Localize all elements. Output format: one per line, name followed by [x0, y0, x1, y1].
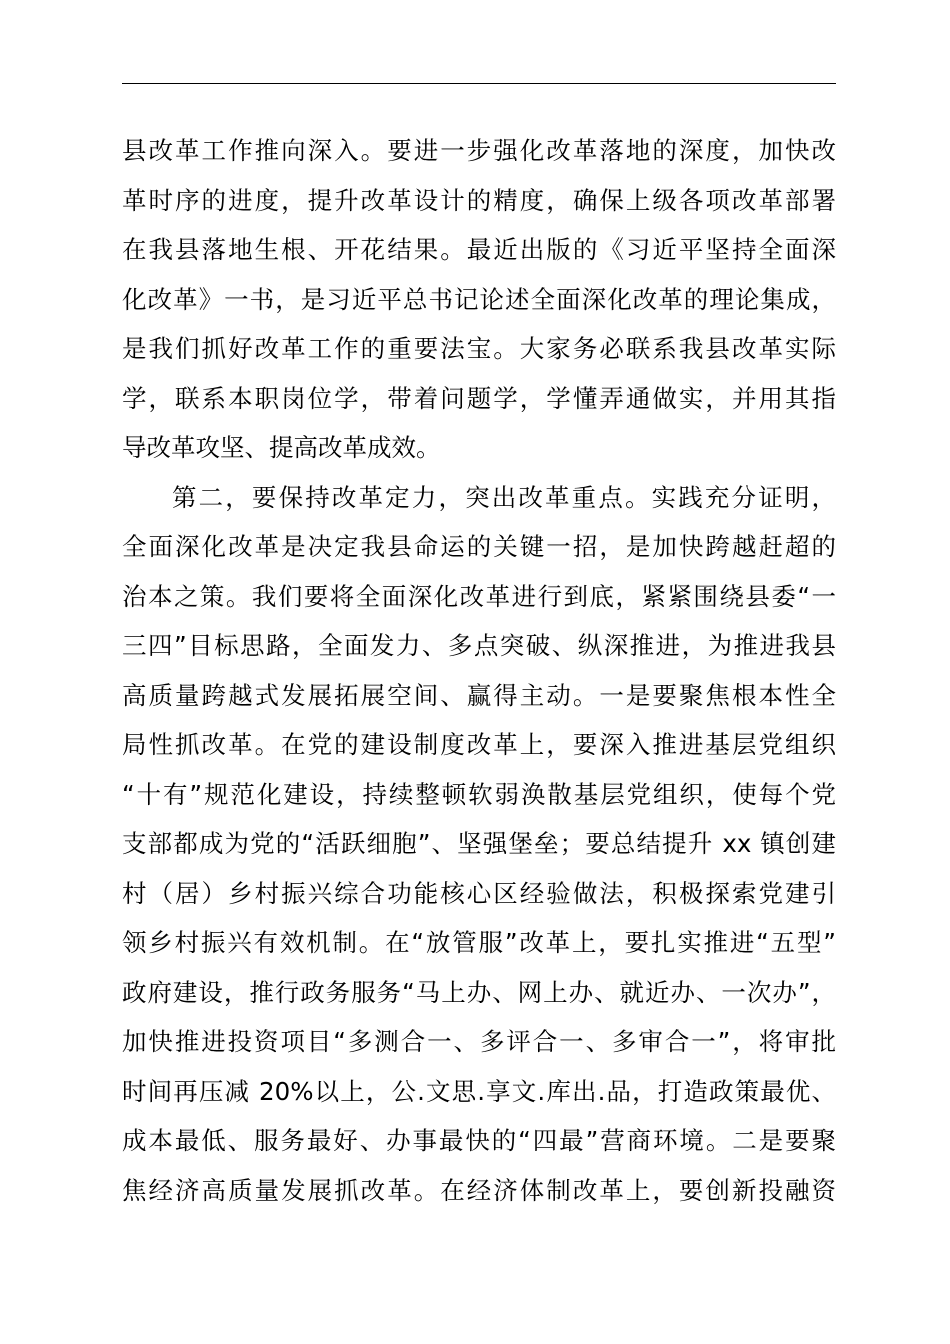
- text-line: 在我县落地生根、开花结果。最近出版的《习近平坚持全面深: [122, 235, 836, 264]
- header-rule: [122, 83, 836, 84]
- text-line: 全面深化改革是决定我县命运的关键一招，是加快跨越赶超的: [122, 532, 836, 561]
- paragraph-2: [122, 473, 836, 1216]
- text-line: 高质量跨越式发展拓展空间、赢得主动。一是要聚焦根本性全: [122, 680, 836, 710]
- text-line: 政府建设，推行政务服务“马上办、网上办、就近办、一次办”，: [122, 977, 836, 1007]
- text-line: 时间再压减 20%以上，公.文思.享文.库出.品，打造政策最优、: [122, 1076, 836, 1106]
- text-line: 学，联系本职岗位学，带着问题学，学懂弄通做实，并用其指: [122, 383, 836, 413]
- text-line: “十有”规范化建设，持续整顿软弱涣散基层党组织，使每个党: [122, 779, 836, 809]
- text-line: 治本之策。我们要将全面深化改革进行到底，紧紧围绕县委“一: [122, 581, 836, 611]
- text-line: 化改革》一书，是习近平总书记论述全面深化改革的理论集成，: [122, 284, 836, 314]
- text-line: 支部都成为党的“活跃细胞”、坚强堡垒；要总结提升 xx 镇创建: [122, 829, 836, 858]
- text-line: 三四”目标思路，全面发力、多点突破、纵深推进，为推进我县: [122, 631, 836, 660]
- text-line: 村（居）乡村振兴综合功能核心区经验做法，积极探索党建引: [122, 878, 836, 908]
- document-body: [122, 126, 836, 1215]
- text-line: 局性抓改革。在党的建设制度改革上，要深入推进基层党组织: [122, 730, 836, 759]
- text-line: 是我们抓好改革工作的重要法宝。大家务必联系我县改革实际: [122, 334, 836, 363]
- paragraph-1: [122, 126, 836, 473]
- text-line: 革时序的进度，提升改革设计的精度，确保上级各项改革部署: [122, 185, 836, 215]
- text-line: 导改革攻坚、提高改革成效。: [122, 433, 441, 462]
- text-line: 成本最低、服务最好、办事最快的“四最”营商环境。二是要聚: [122, 1126, 836, 1155]
- text-line: 第二，要保持改革定力，突出改革重点。实践充分证明，: [172, 482, 836, 512]
- text-line: 县改革工作推向深入。要进一步强化改革落地的深度，加快改: [122, 136, 836, 165]
- text-line: 领乡村振兴有效机制。在“放管服”改革上，要扎实推进“五型”: [122, 928, 836, 957]
- text-line: 焦经济高质量发展抓改革。在经济体制改革上，要创新投融资: [122, 1175, 836, 1205]
- text-line: 加快推进投资项目“多测合一、多评合一、多审合一”，将审批: [122, 1027, 836, 1056]
